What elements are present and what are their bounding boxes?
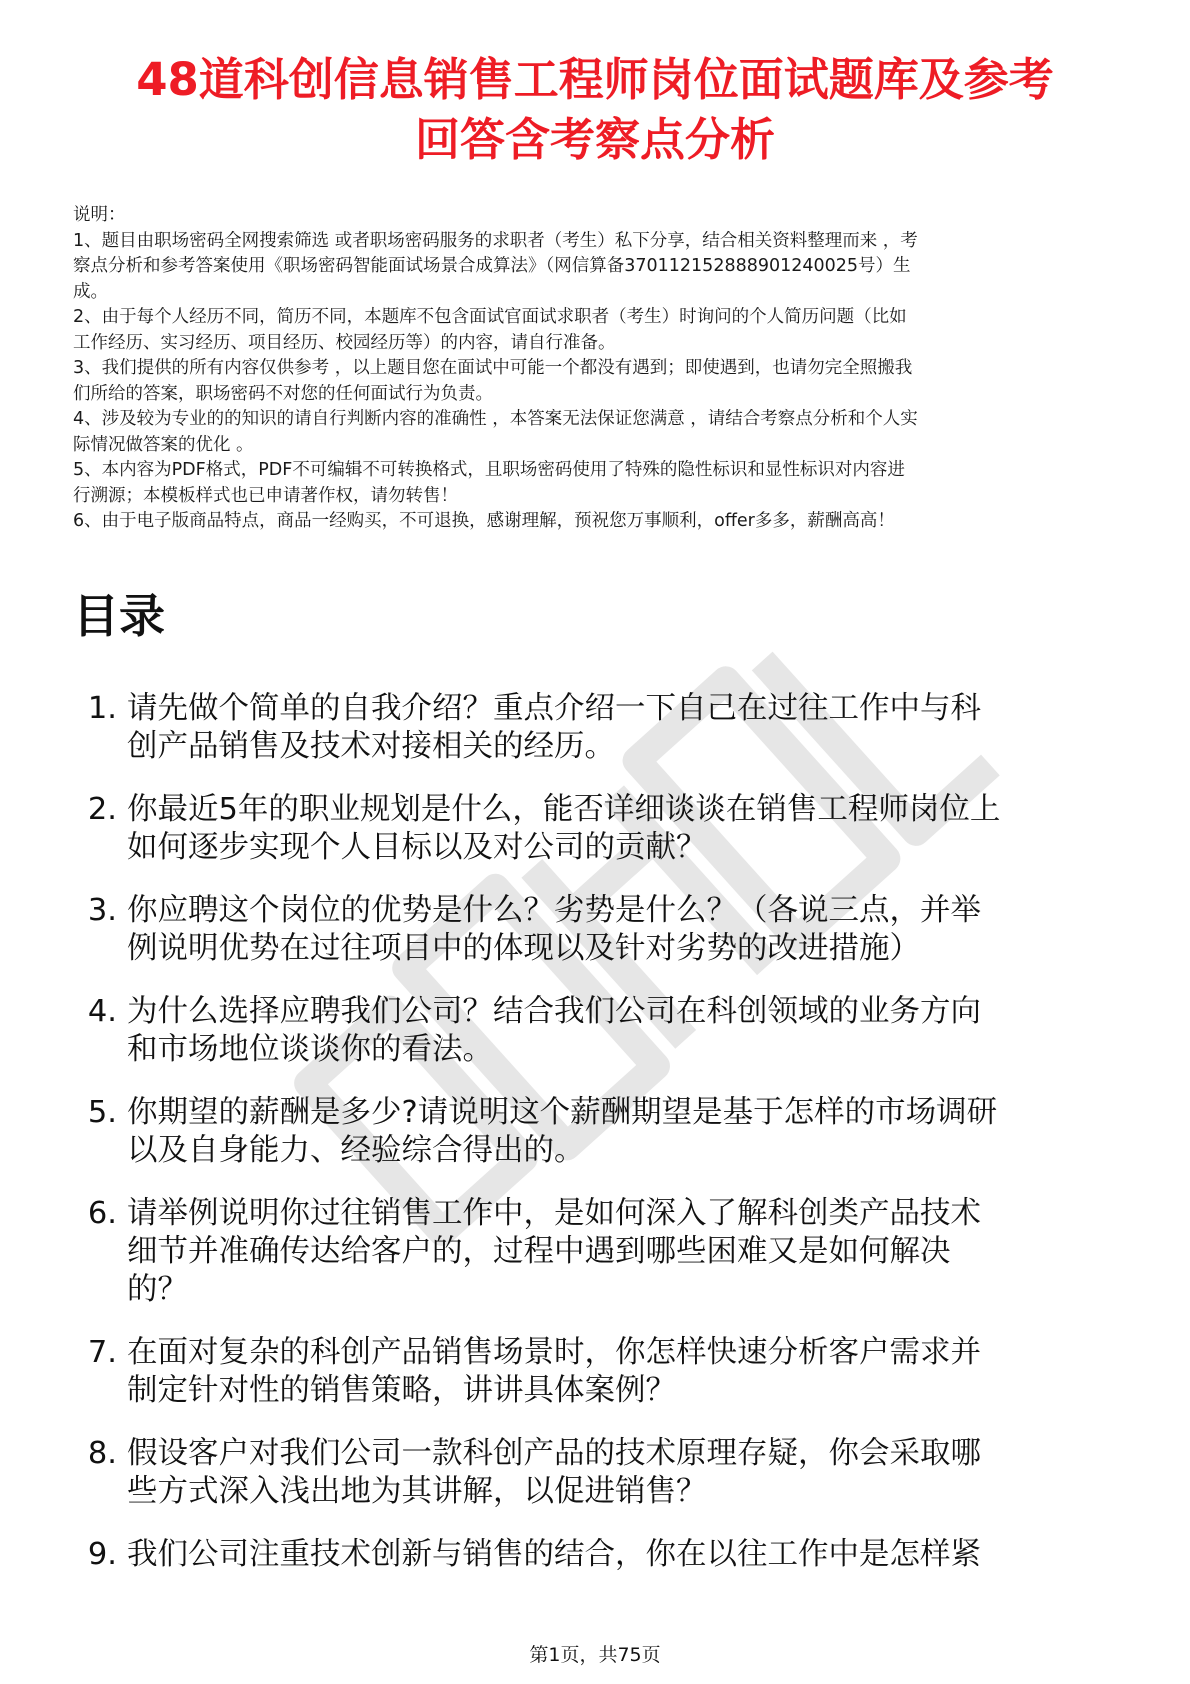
toc-item-text [127, 1195, 1133, 1309]
toc-item-number: 1. [87, 691, 117, 726]
toc-item-number: 9. [87, 1537, 117, 1572]
toc-item[interactable] [73, 892, 1133, 968]
toc-item-line: 的？ [127, 1272, 188, 1307]
toc-item-line: 请举例说明你过往销售工作中，是如何深入了解科创类产品技术 [127, 1196, 981, 1231]
toc-item-line: 为什么选择应聘我们公司？结合我们公司在科创领域的业务方向 [127, 994, 981, 1029]
toc-item-line: 以及自身能力、经验综合得出的。 [127, 1133, 585, 1168]
note-line: 察点分析和参考答案使用《职场密码智能面试场景合成算法》（网信算备370112152888901240025号）生 [73, 256, 911, 276]
toc-item[interactable] [73, 791, 1133, 867]
toc-item-text [127, 1435, 1133, 1511]
note-line: 际情况做答案的优化 。 [73, 434, 254, 455]
page-footer: 第1页，共75页 [529, 1644, 661, 1666]
toc-item[interactable] [73, 1536, 1133, 1574]
note-line: 说明： [73, 205, 126, 225]
note-line: 行溯源；本模板样式也已申请著作权，请勿转售！ [73, 485, 458, 506]
toc-item-line: 你最近5年的职业规划是什么，能否详细谈谈在销售工程师岗位上 [127, 792, 1001, 827]
toc-item-text [127, 1334, 1133, 1410]
toc-item-line: 些方式深入浅出地为其讲解，以促进销售？ [127, 1474, 707, 1509]
toc-item-number: 8. [87, 1436, 117, 1471]
note-line: 成。 [73, 281, 108, 302]
toc-item-number: 7. [87, 1335, 117, 1370]
toc-item-line: 我们公司注重技术创新与销售的结合，你在以往工作中是怎样紧 [127, 1537, 981, 1572]
toc-item-line: 假设客户对我们公司一款科创产品的技术原理存疑，你会采取哪 [127, 1436, 981, 1471]
toc-item-number: 6. [87, 1196, 117, 1231]
toc-item-text [127, 993, 1133, 1069]
toc-item-line: 制定针对性的销售策略，讲讲具体案例？ [127, 1373, 676, 1408]
toc-item-line: 在面对复杂的科创产品销售场景时，你怎样快速分析客户需求并 [127, 1335, 981, 1370]
toc-item-line: 细节并准确传达给客户的，过程中遇到哪些困难又是如何解决 [127, 1234, 951, 1269]
toc-item-line: 例说明优势在过往项目中的体现以及针对劣势的改进措施） [127, 931, 920, 966]
toc-item-text [127, 1536, 1133, 1574]
toc-item[interactable] [73, 1334, 1133, 1410]
toc-item-text [127, 892, 1133, 968]
toc-item-text [127, 1094, 1133, 1170]
toc-item-line: 你期望的薪酬是多少?请说明这个薪酬期望是基于怎样的市场调研 [127, 1095, 998, 1130]
toc-item-number: 4. [87, 994, 117, 1029]
toc-item[interactable] [73, 1435, 1133, 1511]
note-line: 1、题目由职场密码全网搜索筛选 或者职场密码服务的求职者（考生）私下分享，结合相关资料整理而来 ，考 [73, 230, 918, 251]
toc-item-number: 3. [87, 893, 117, 928]
toc-item[interactable] [73, 1195, 1133, 1309]
note-line: 5、本内容为PDF格式，PDF不可编辑不可转换格式，且职场密码使用了特殊的隐性标识和显性标识对内容进 [73, 460, 905, 480]
toc-item-number: 5. [87, 1095, 117, 1130]
toc-item-line: 如何逐步实现个人目标以及对公司的贡献？ [127, 830, 707, 865]
toc-item-line: 你应聘这个岗位的优势是什么？劣势是什么？（各说三点，并举 [127, 893, 981, 928]
toc-list [73, 690, 1133, 1599]
toc-item-text [127, 791, 1133, 867]
toc-item[interactable] [73, 1094, 1133, 1170]
toc-item[interactable] [73, 690, 1133, 766]
instructions-block [73, 203, 1118, 535]
note-line: 们所给的答案，职场密码不对您的任何面试行为负责。 [73, 383, 493, 404]
toc-heading: 目录 [73, 589, 165, 643]
note-line: 2、由于每个人经历不同，简历不同，本题库不包含面试官面试求职者（考生）时询问的个人简历问题（比如 [73, 307, 907, 327]
note-line: 工作经历、实习经历、项目经历、校园经历等）的内容，请自行准备。 [73, 332, 616, 353]
toc-item-line: 创产品销售及技术对接相关的经历。 [127, 729, 615, 764]
toc-item-line: 和市场地位谈谈你的看法。 [127, 1032, 493, 1067]
toc-item[interactable] [73, 993, 1133, 1069]
document-title-line-2: 回答含考察点分析 [414, 113, 775, 166]
toc-item-text [127, 690, 1133, 766]
document-title-line-1: 48道科创信息销售工程师岗位面试题库及参考 [136, 53, 1054, 106]
note-line: 3、我们提供的所有内容仅供参考 ，以上题目您在面试中可能一个都没有遇到；即使遇到，也请勿完全照搬我 [73, 358, 913, 378]
document-title [60, 50, 1130, 170]
toc-item-number: 2. [87, 792, 117, 827]
toc-item-line: 请先做个简单的自我介绍？重点介绍一下自己在过往工作中与科 [127, 691, 981, 726]
note-line: 6、由于电子版商品特点，商品一经购买，不可退换，感谢理解，预祝您万事顺利，offer多多，薪酬高高！ [73, 511, 895, 531]
note-line: 4、涉及较为专业的的知识的请自行判断内容的准确性 ，本答案无法保证您满意 ，请结合考察点分析和个人实 [73, 409, 918, 429]
